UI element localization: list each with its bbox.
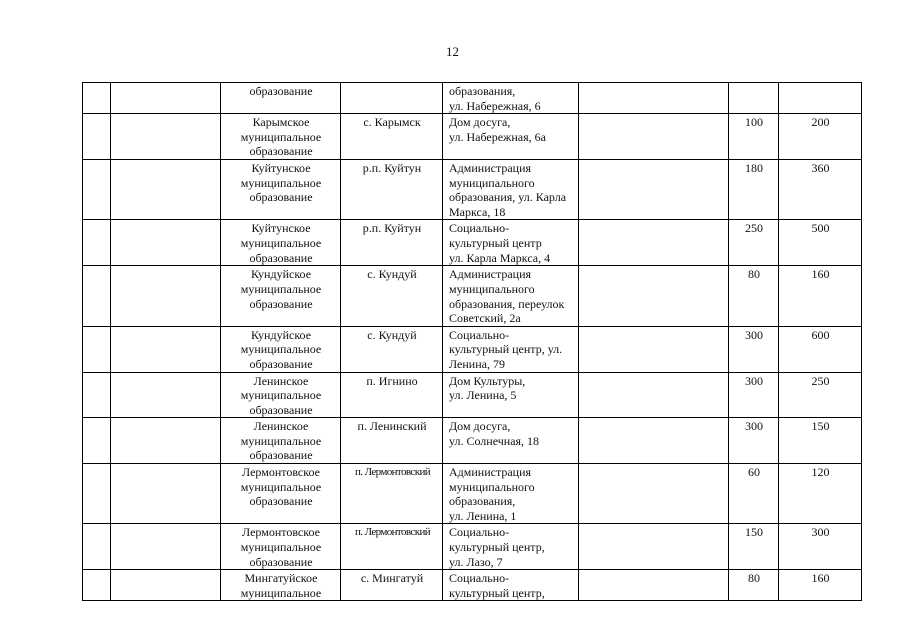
table-row <box>83 464 862 524</box>
district-cell <box>111 83 221 114</box>
settlement-cell: с. Кундуй <box>341 326 443 372</box>
row-number-cell <box>83 326 111 372</box>
extra-cell <box>579 570 729 601</box>
row-number-cell <box>83 159 111 219</box>
municipality-cell: Ленинское муниципальное образование <box>221 418 341 464</box>
capacity-cell: 60 <box>729 464 779 524</box>
district-cell <box>111 524 221 570</box>
settlement-cell: п. Игнино <box>341 372 443 418</box>
settlement-cell: п. Лермонтовский <box>341 524 443 570</box>
municipality-cell: Лермонтовское муниципальное образование <box>221 464 341 524</box>
people-cell: 300 <box>779 524 862 570</box>
people-cell: 160 <box>779 570 862 601</box>
table-row <box>83 83 862 114</box>
extra-cell <box>579 220 729 266</box>
people-cell: 200 <box>779 114 862 160</box>
address-cell: Социально- культурный центр, ул. Лазо, 7 <box>443 524 579 570</box>
municipality-cell: Карымское муниципальное образование <box>221 114 341 160</box>
address-cell: Администрация муниципального образования, переулок Советский, 2а <box>443 266 579 326</box>
capacity-cell: 300 <box>729 326 779 372</box>
district-cell <box>111 326 221 372</box>
row-number-cell <box>83 464 111 524</box>
settlement-cell: п. Ленинский <box>341 418 443 464</box>
capacity-cell: 80 <box>729 570 779 601</box>
settlement-cell: с. Кундуй <box>341 266 443 326</box>
table-row <box>83 159 862 219</box>
people-cell: 250 <box>779 372 862 418</box>
extra-cell <box>579 524 729 570</box>
settlement-cell: п. Лермонтовский <box>341 464 443 524</box>
district-cell <box>111 372 221 418</box>
extra-cell <box>579 114 729 160</box>
people-cell <box>779 83 862 114</box>
table-row <box>83 524 862 570</box>
capacity-cell: 300 <box>729 372 779 418</box>
address-cell: Дом досуга, ул. Набережная, 6а <box>443 114 579 160</box>
table-row <box>83 418 862 464</box>
extra-cell <box>579 418 729 464</box>
district-cell <box>111 266 221 326</box>
people-cell: 600 <box>779 326 862 372</box>
table-row <box>83 114 862 160</box>
page-number: 12 <box>446 44 459 59</box>
district-cell <box>111 418 221 464</box>
municipality-cell: Куйтунское муниципальное образование <box>221 159 341 219</box>
address-cell: Дом досуга, ул. Солнечная, 18 <box>443 418 579 464</box>
table-row <box>83 266 862 326</box>
capacity-cell <box>729 83 779 114</box>
row-number-cell <box>83 570 111 601</box>
municipality-cell: Кундуйское муниципальное образование <box>221 326 341 372</box>
settlement-cell: р.п. Куйтун <box>341 220 443 266</box>
table-row <box>83 326 862 372</box>
table-row <box>83 220 862 266</box>
row-number-cell <box>83 418 111 464</box>
extra-cell <box>579 372 729 418</box>
settlement-cell: с. Карымск <box>341 114 443 160</box>
address-cell: Администрация муниципального образования, ул. Карла Маркса, 18 <box>443 159 579 219</box>
capacity-cell: 150 <box>729 524 779 570</box>
address-cell: Социально- культурный центр, <box>443 570 579 601</box>
row-number-cell <box>83 266 111 326</box>
district-cell <box>111 220 221 266</box>
district-cell <box>111 114 221 160</box>
settlement-cell: р.п. Куйтун <box>341 159 443 219</box>
people-cell: 500 <box>779 220 862 266</box>
capacity-cell: 100 <box>729 114 779 160</box>
row-number-cell <box>83 220 111 266</box>
address-cell: Социально- культурный центр ул. Карла Маркса, 4 <box>443 220 579 266</box>
address-cell: Администрация муниципального образования, ул. Ленина, 1 <box>443 464 579 524</box>
people-cell: 120 <box>779 464 862 524</box>
municipality-cell: образование <box>221 83 341 114</box>
row-number-cell <box>83 524 111 570</box>
people-cell: 150 <box>779 418 862 464</box>
district-cell <box>111 464 221 524</box>
table-row <box>83 570 862 601</box>
municipality-cell: Куйтунское муниципальное образование <box>221 220 341 266</box>
municipality-cell: Мингатуйское муниципальное <box>221 570 341 601</box>
row-number-cell <box>83 372 111 418</box>
district-cell <box>111 159 221 219</box>
address-cell: Социально- культурный центр, ул. Ленина, 79 <box>443 326 579 372</box>
capacity-cell: 180 <box>729 159 779 219</box>
settlement-cell: с. Мингатуй <box>341 570 443 601</box>
shelters-table <box>82 82 862 601</box>
address-cell: Дом Культуры, ул. Ленина, 5 <box>443 372 579 418</box>
row-number-cell <box>83 83 111 114</box>
extra-cell <box>579 159 729 219</box>
settlement-cell <box>341 83 443 114</box>
extra-cell <box>579 266 729 326</box>
table-row <box>83 372 862 418</box>
extra-cell <box>579 464 729 524</box>
people-cell: 160 <box>779 266 862 326</box>
municipality-cell: Ленинское муниципальное образование <box>221 372 341 418</box>
district-cell <box>111 570 221 601</box>
address-cell: образования, ул. Набережная, 6 <box>443 83 579 114</box>
people-cell: 360 <box>779 159 862 219</box>
extra-cell <box>579 326 729 372</box>
municipality-cell: Лермонтовское муниципальное образование <box>221 524 341 570</box>
municipality-cell: Кундуйское муниципальное образование <box>221 266 341 326</box>
capacity-cell: 300 <box>729 418 779 464</box>
extra-cell <box>579 83 729 114</box>
capacity-cell: 250 <box>729 220 779 266</box>
row-number-cell <box>83 114 111 160</box>
capacity-cell: 80 <box>729 266 779 326</box>
